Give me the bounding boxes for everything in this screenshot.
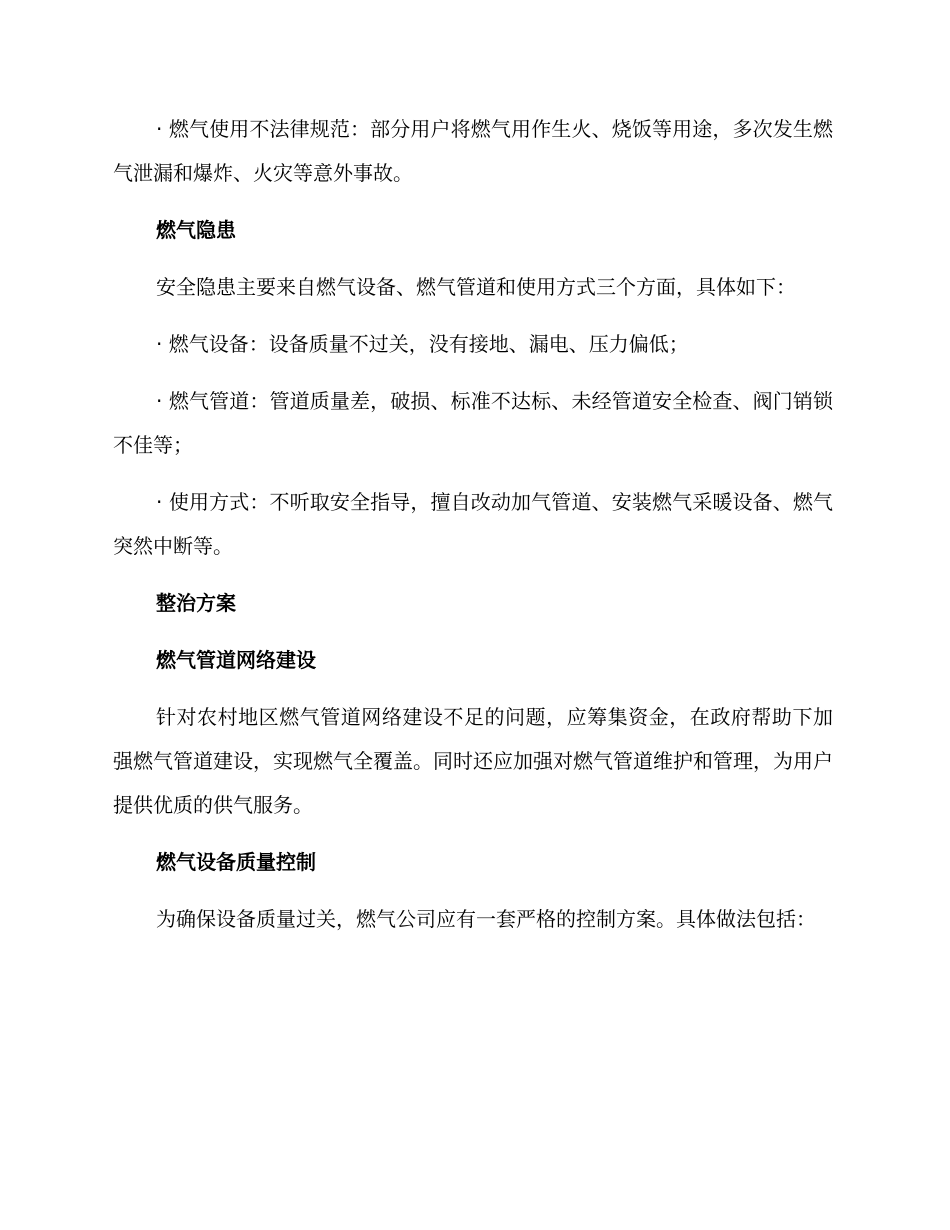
paragraph-equipment-quality: 为确保设备质量过关，燃气公司应有一套严格的控制方案。具体做法包括：	[156, 907, 816, 931]
section-heading-gas-hazards: 燃气隐患	[156, 218, 236, 242]
subsection-heading-pipeline-network: 燃气管道网络建设	[156, 648, 316, 672]
subsection-heading-equipment-quality: 燃气设备质量控制	[156, 850, 316, 874]
document-body	[113, 107, 833, 954]
bullet-paragraph-usage-method: · 使用方式：不听取安全指导，擅自改动加气管道、安装燃气采暖设备、燃气突然中断等。	[113, 490, 833, 558]
bullet-paragraph-gas-equipment: · 燃气设备：设备质量不过关，没有接地、漏电、压力偏低；	[156, 332, 689, 356]
bullet-paragraph-gas-pipeline: · 燃气管道：管道质量差，破损、标准不达标、未经管道安全检查、阀门销锁不佳等；	[113, 389, 833, 457]
paragraph-hazard-sources: 安全隐患主要来自燃气设备、燃气管道和使用方式三个方面，具体如下：	[156, 275, 796, 299]
bullet-paragraph-gas-usage-norms: · 燃气使用不法律规范：部分用户将燃气用作生火、烧饭等用途，多次发生燃气泄漏和爆炸、火灾等意外事故。	[113, 117, 833, 185]
paragraph-pipeline-network: 针对农村地区燃气管道网络建设不足的问题，应筹集资金，在政府帮助下加强燃气管道建设，实现燃气全覆盖。同时还应加强对燃气管道维护和管理，为用户提供优质的供气服务。	[113, 705, 833, 817]
section-heading-remediation-plan: 整治方案	[156, 591, 236, 615]
